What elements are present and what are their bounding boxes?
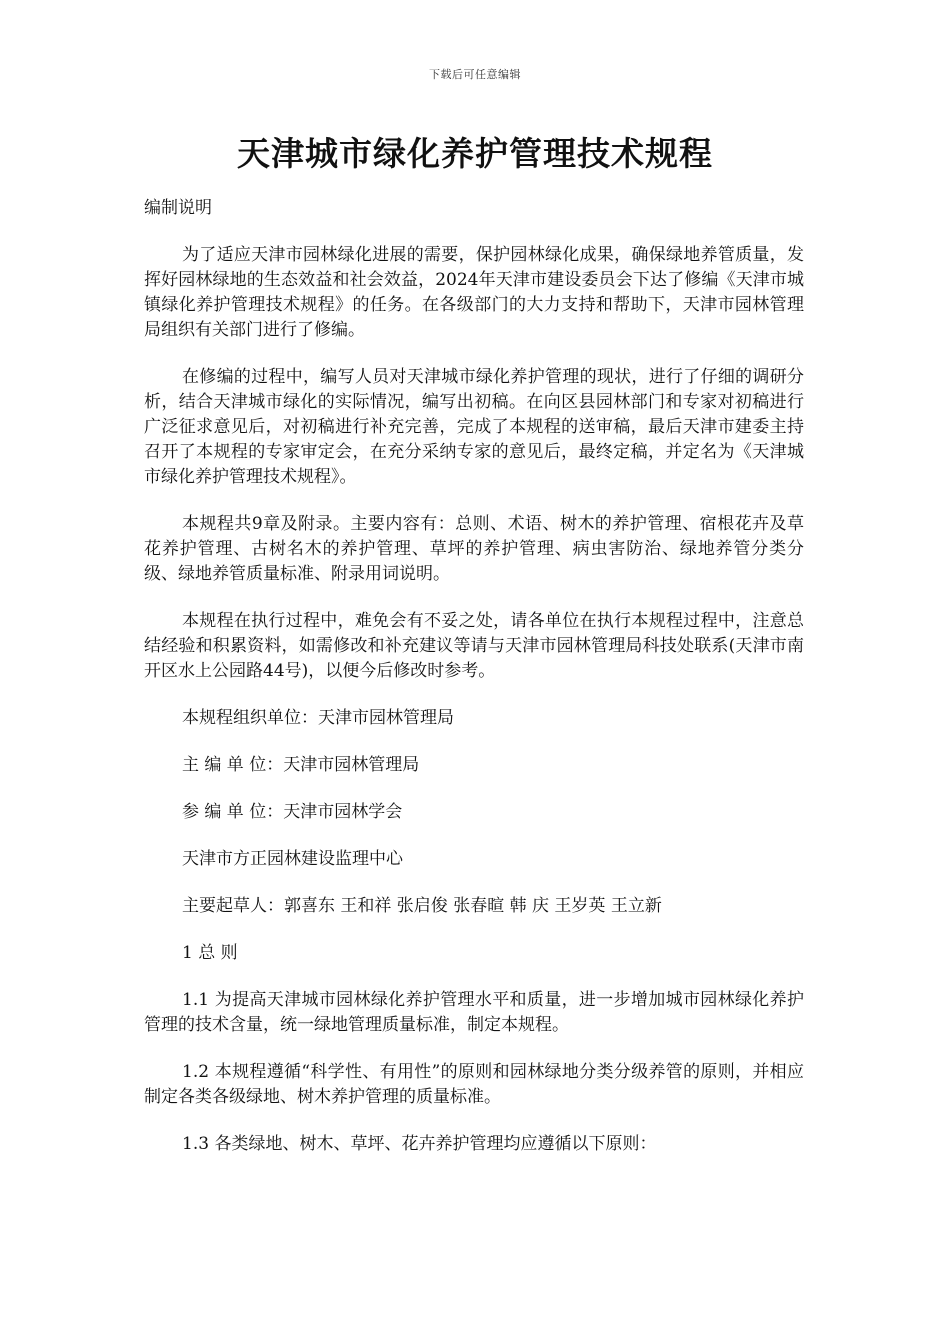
chapter-heading: 1 总 则 bbox=[182, 943, 238, 963]
paragraph-feedback: 本规程在执行过程中，难免会有不妥之处，请各单位在执行本规程过程中，注意总结经验和积累资料，如需修改和补充建议等请与天津市园林管理局科技处联系(天津市南开区水上公园路44号)，以便今后修改时参考。 bbox=[144, 611, 804, 681]
main-drafters: 主要起草人：郭喜东 王和祥 张启俊 张春暄 韩 庆 王岁英 王立新 bbox=[182, 896, 662, 916]
chief-editor-unit: 主 编 单 位：天津市园林管理局 bbox=[182, 755, 420, 775]
document-title: 天津城市绿化养护管理技术规程 bbox=[237, 134, 713, 173]
paragraph-process: 在修编的过程中，编写人员对天津城市绿化养护管理的现状，进行了仔细的调研分析，结合天津城市绿化的实际情况，编写出初稿。在向区县园林部门和专家对初稿进行广泛征求意见后，对初稿进行补充完善，完成了本规程的送审稿，最后天津市建委主持召开了本规程的专家审定会，在充分采纳专家的意见后，最终定稿，并定名为《天津城市绿化养护管理技术规程》。 bbox=[144, 367, 804, 487]
clause-1-3: 1.3 各类绿地、树木、草坪、花卉养护管理均应遵循以下原则： bbox=[182, 1134, 657, 1154]
participating-unit-2: 天津市方正园林建设监理中心 bbox=[182, 849, 403, 869]
header-note: 下载后可任意编辑 bbox=[429, 68, 521, 81]
paragraph-purpose: 为了适应天津市园林绿化进展的需要，保护园林绿化成果，确保绿地养管质量，发挥好园林绿地的生态效益和社会效益，2024年天津市建设委员会下达了修编《天津市城镇绿化养护管理技术规程》的任务。在各级部门的大力支持和帮助下，天津市园林管理局组织有关部门进行了修编。 bbox=[144, 245, 804, 340]
clause-1-2: 1.2 本规程遵循“科学性、有用性”的原则和园林绿地分类分级养管的原则，并相应制定各类各级绿地、树木养护管理的质量标准。 bbox=[144, 1062, 804, 1107]
organizing-unit: 本规程组织单位：天津市园林管理局 bbox=[182, 708, 454, 728]
document-body bbox=[144, 196, 804, 1179]
participating-unit: 参 编 单 位：天津市园林学会 bbox=[182, 802, 403, 822]
paragraph-contents: 本规程共9章及附录。主要内容有：总则、术语、树木的养护管理、宿根花卉及草花养护管理、古树名木的养护管理、草坪的养护管理、病虫害防治、绿地养管分类分级、绿地养管质量标准、附录用词说明。 bbox=[144, 514, 804, 584]
clause-1-1: 1.1 为提高天津城市园林绿化养护管理水平和质量，进一步增加城市园林绿化养护管理的技术含量，统一绿地管理质量标准，制定本规程。 bbox=[144, 990, 804, 1035]
section-label: 编制说明 bbox=[144, 198, 212, 218]
